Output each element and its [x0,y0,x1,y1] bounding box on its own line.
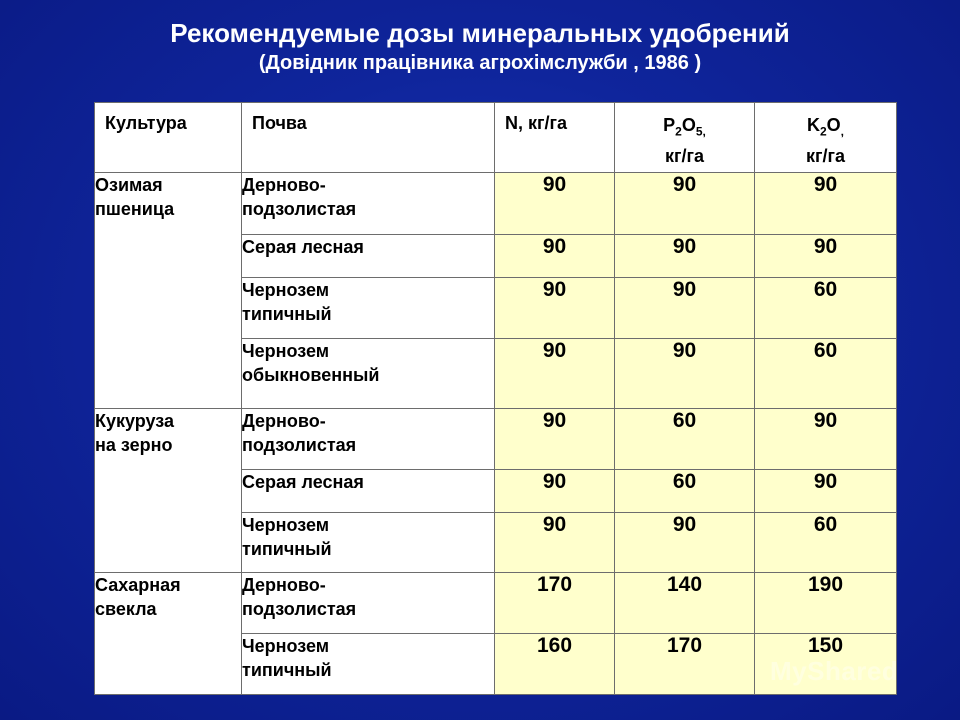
soil-cell [242,470,495,513]
n-value: 160 [495,634,615,695]
soil-cell [242,173,495,235]
page-title: Рекомендуемые дозы минеральных удобрений [170,18,790,48]
n-value: 90 [495,409,615,470]
p-value: 90 [615,339,755,409]
soil-line2: типичный [242,539,332,559]
header-k-oxygen: O [826,115,841,135]
table-row [95,409,897,470]
k-value: 90 [755,173,897,235]
n-value: 90 [495,470,615,513]
soil-cell [242,339,495,409]
table-header-row [95,103,897,173]
n-value: 90 [495,278,615,339]
watermark-logo: MyShared [770,656,899,686]
soil-line1: Дерново- [242,575,326,595]
p-value: 170 [615,634,755,695]
soil-cell [242,513,495,573]
soil-cell [242,573,495,634]
header-n: N, кг/га [495,103,615,173]
soil-line1: Чернозем [242,280,330,300]
soil-line2: подзолистая [242,435,357,455]
n-value: 90 [495,513,615,573]
k-value: 60 [755,278,897,339]
soil-line1: Чернозем [242,636,330,656]
crop-name-line2: пшеница [95,199,175,219]
k-value: 90 [755,470,897,513]
soil-line1: Серая лесная [242,237,364,257]
crop-name-line2: на зерно [95,435,173,455]
crop-cell [95,573,242,695]
header-p-sub: 2 [675,124,682,139]
k-value: 150 [755,634,897,695]
p-value: 60 [615,409,755,470]
crop-cell [95,173,242,409]
p-value: 140 [615,573,755,634]
soil-line2: типичный [242,304,332,324]
header-p-sub2: 5, [695,124,706,139]
k-value: 90 [755,235,897,278]
p-value: 90 [615,235,755,278]
header-p-unit: кг/га [664,145,704,166]
crop-name-line1: Сахарная [95,575,181,595]
header-p-oxygen: O [681,115,696,135]
soil-line1: Чернозем [242,515,330,535]
table-row [95,173,897,235]
soil-cell [242,278,495,339]
fertilizer-doses-table [94,102,897,695]
crop-cell [95,409,242,573]
header-soil: Почва [242,103,495,173]
p-value: 90 [615,513,755,573]
k-value: 60 [755,513,897,573]
soil-line2: подзолистая [242,199,357,219]
k-value: 190 [755,573,897,634]
p-value: 90 [615,173,755,235]
table-row [95,573,897,634]
p-value: 60 [615,470,755,513]
soil-line2: типичный [242,660,332,680]
n-value: 90 [495,235,615,278]
soil-line1: Серая лесная [242,472,364,492]
header-crop: Культура [95,103,242,173]
soil-cell [242,235,495,278]
n-value: 90 [495,173,615,235]
page-subtitle: (Довідник працівника агрохімслужби , 1986 ) [258,52,702,74]
header-p-symbol: P [663,115,676,135]
n-value: 90 [495,339,615,409]
crop-name-line1: Озимая [95,175,163,195]
crop-name-line2: свекла [95,599,157,619]
soil-cell [242,409,495,470]
soil-cell [242,634,495,695]
soil-line1: Дерново- [242,411,326,431]
header-k-comma: , [840,124,845,139]
n-value: 170 [495,573,615,634]
header-k-symbol: K [806,115,820,135]
p-value: 90 [615,278,755,339]
header-k2o [755,103,897,173]
crop-name-line1: Кукуруза [95,411,175,431]
header-p2o5 [615,103,755,173]
soil-line1: Дерново- [242,175,326,195]
k-value: 90 [755,409,897,470]
soil-line1: Чернозем [242,341,330,361]
header-k-sub: 2 [819,124,827,139]
soil-line2: подзолистая [242,599,357,619]
soil-line2: обыкновенный [242,365,380,385]
header-k-unit: кг/га [805,145,845,166]
k-value: 60 [755,339,897,409]
